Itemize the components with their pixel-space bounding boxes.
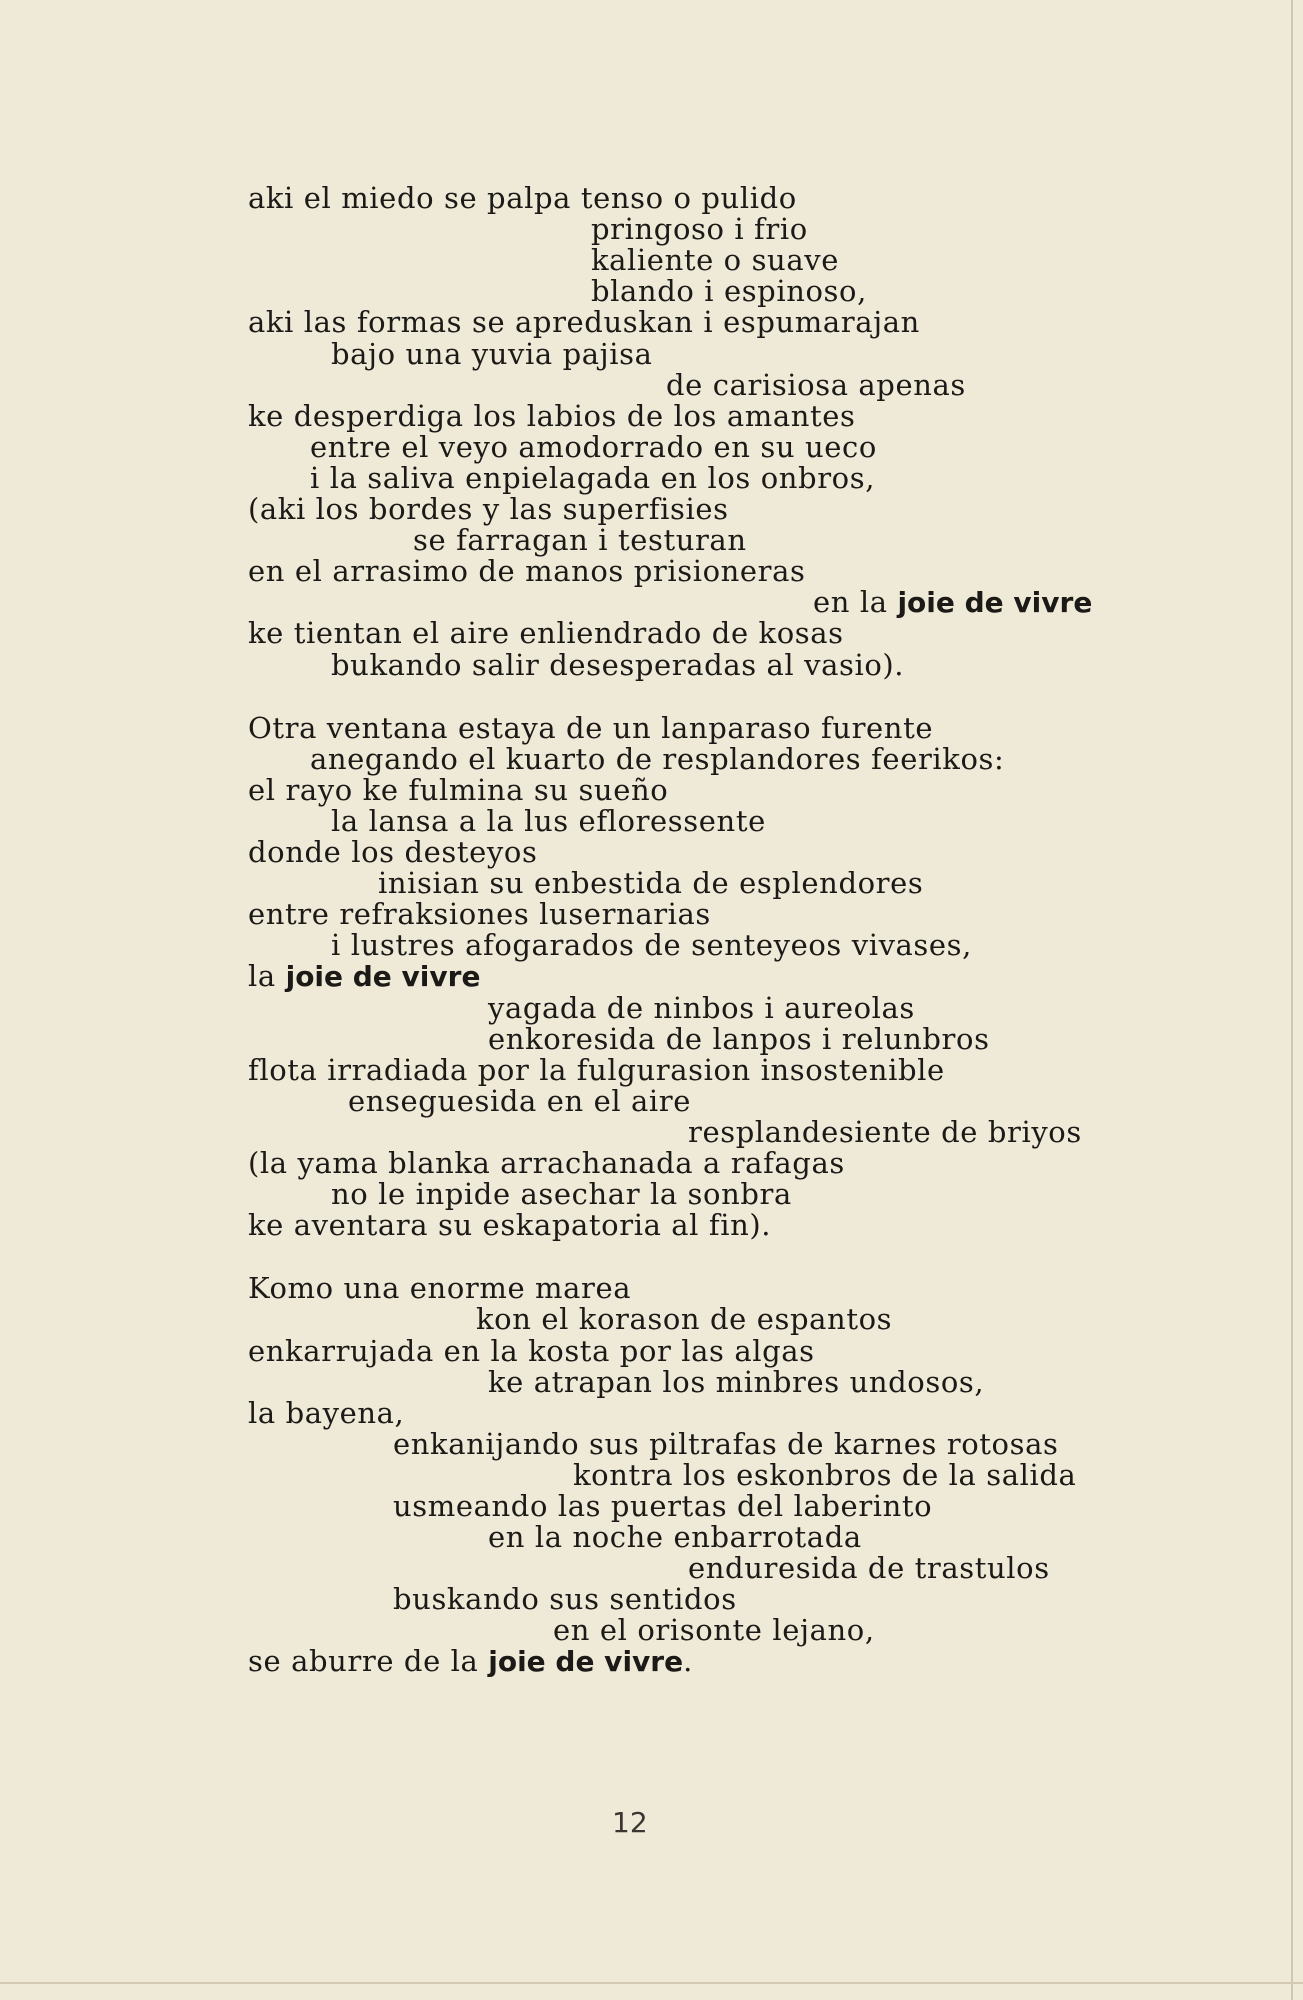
poem-line (331, 650, 904, 681)
poem-line-text: en la noche enbarrotada (488, 1520, 862, 1554)
poem-line-text: kon el korason de espantos (476, 1302, 893, 1336)
poem-line-text: donde los desteyos (248, 835, 538, 869)
poem-line-text: aki las formas se apreduskan i espumarajan (248, 305, 920, 339)
poem-line (393, 1429, 1058, 1460)
poem-line-text: flota irradiada por la fulgurasion insostenible (248, 1053, 945, 1087)
poem-line-text: yagada de ninbos i aureolas (488, 991, 915, 1025)
poem-line (248, 1273, 631, 1304)
poem-line (248, 618, 844, 649)
poem-line (413, 525, 747, 556)
poem-line-text: entre el veyo amodorrado en su ueco (310, 430, 877, 464)
poem-line (310, 463, 875, 494)
poem-line (248, 961, 480, 992)
poem-line-text: enduresida de trastulos (688, 1551, 1050, 1585)
poem-line-text: bajo una yuvia pajisa (331, 337, 653, 371)
emphasis-phrase: joie de vivre (488, 1645, 684, 1678)
poem-line-text: enkarrujada en la kosta por las algas (248, 1334, 815, 1368)
poem-line-text: la (248, 959, 286, 993)
poem-line (248, 1398, 404, 1429)
poem-line (248, 1055, 945, 1086)
poem-line-text: bukando salir desesperadas al vasio). (331, 648, 905, 682)
poem-line (688, 1553, 1050, 1584)
poem-line (348, 1086, 691, 1117)
poem-line (393, 1491, 932, 1522)
poem-line-text: i lustres afogarados de senteyeos vivases, (331, 928, 972, 962)
poem-line-text: la lansa a la lus efloressente (331, 804, 766, 838)
poem-line-text: kontra los eskonbros de la salida (573, 1458, 1077, 1492)
poem-line (393, 1584, 737, 1615)
poem-line (248, 837, 537, 868)
poem-line (488, 1024, 990, 1055)
poem-line-text: Komo una enorme marea (248, 1271, 632, 1305)
poem-line-text: en la (813, 585, 898, 619)
poem-line (331, 1179, 792, 1210)
page-edge-bottom (0, 1982, 1303, 1984)
poem-line (591, 276, 867, 307)
emphasis-phrase: joie de vivre (285, 960, 481, 993)
poem-line-text: en el arrasimo de manos prisioneras (248, 554, 806, 588)
poem-line (488, 1522, 862, 1553)
poem-line-text: no le inpide asechar la sonbra (331, 1177, 792, 1211)
poem-line (488, 993, 915, 1024)
poem-line (378, 868, 923, 899)
poem-line-text: resplandesiente de briyos (688, 1115, 1082, 1149)
poem-line-text: kaliente o suave (591, 243, 839, 277)
poem-line (666, 370, 966, 401)
poem-line-text: ke tientan el aire enliendrado de kosas (248, 616, 844, 650)
poem-line-text: el rayo ke fulmina su sueño (248, 773, 669, 807)
poem-line (331, 339, 653, 370)
poem-line (248, 556, 806, 587)
poem-line-text: entre refraksiones lusernarias (248, 897, 711, 931)
poem-line-punctuation: . (683, 1644, 693, 1678)
poem-line (476, 1304, 892, 1335)
poem-line-text: inisian su enbestida de esplendores (378, 866, 924, 900)
poem-line (248, 899, 711, 930)
poem-line (331, 930, 972, 961)
page-number: 12 (612, 1806, 648, 1839)
poem-line-text: usmeando las puertas del laberinto (393, 1489, 933, 1523)
poem-line (248, 1210, 771, 1241)
poem-line-text: (aki los bordes y las superfisies (248, 492, 729, 526)
poem-line (248, 1148, 845, 1179)
poem-line-text: enkoresida de lanpos i relunbros (488, 1022, 990, 1056)
emphasis-phrase: joie de vivre (897, 586, 1093, 619)
poem-line (488, 1367, 984, 1398)
poem-line (248, 494, 729, 525)
poem-line (248, 1336, 815, 1367)
poem-line (248, 183, 797, 214)
poem-line (688, 1117, 1082, 1148)
poem-line-text: ke desperdiga los labios de los amantes (248, 399, 856, 433)
poem-line-text: enseguesida en el aire (348, 1084, 692, 1118)
poem-line-text: Otra ventana estaya de un lanparaso furente (248, 711, 934, 745)
poem-line-text: i la saliva enpielagada en los onbros, (310, 461, 876, 495)
poem-line (591, 245, 839, 276)
poem-line-text: la bayena, (248, 1396, 405, 1430)
poem-line-text: se aburre de la (248, 1644, 489, 1678)
poem-line-text: enkanijando sus piltrafas de karnes rotosas (393, 1427, 1059, 1461)
poem-line (813, 587, 1092, 618)
poem-line (248, 713, 933, 744)
poem-line-text: blando i espinoso, (591, 274, 867, 308)
poem-line-text: buskando sus sentidos (393, 1582, 737, 1616)
poem-line-text: en el orisonte lejano, (553, 1613, 875, 1647)
poem-line-text: anegando el kuarto de resplandores feerikos: (310, 742, 1005, 776)
poem-line-text: ke atrapan los minbres undosos, (488, 1365, 985, 1399)
poem-line (591, 214, 808, 245)
poem-line (248, 775, 668, 806)
poem-line (553, 1615, 875, 1646)
poem-line (310, 432, 877, 463)
poem-line-text: aki el miedo se palpa tenso o pulido (248, 181, 797, 215)
poem-line (310, 744, 1004, 775)
poem-line (248, 1646, 693, 1677)
poem-line-text: pringoso i frio (591, 212, 808, 246)
poem-line (573, 1460, 1076, 1491)
poem-line-text: se farragan i testuran (413, 523, 747, 557)
page-edge-right (1291, 0, 1293, 2000)
poem-line-text: ke aventara su eskapatoria al fin). (248, 1208, 772, 1242)
poem-line-text: (la yama blanka arrachanada a rafagas (248, 1146, 845, 1180)
poem-line (331, 806, 766, 837)
poem-line (248, 401, 856, 432)
poem-line-text: de carisiosa apenas (666, 368, 966, 402)
poem-line (248, 307, 920, 338)
